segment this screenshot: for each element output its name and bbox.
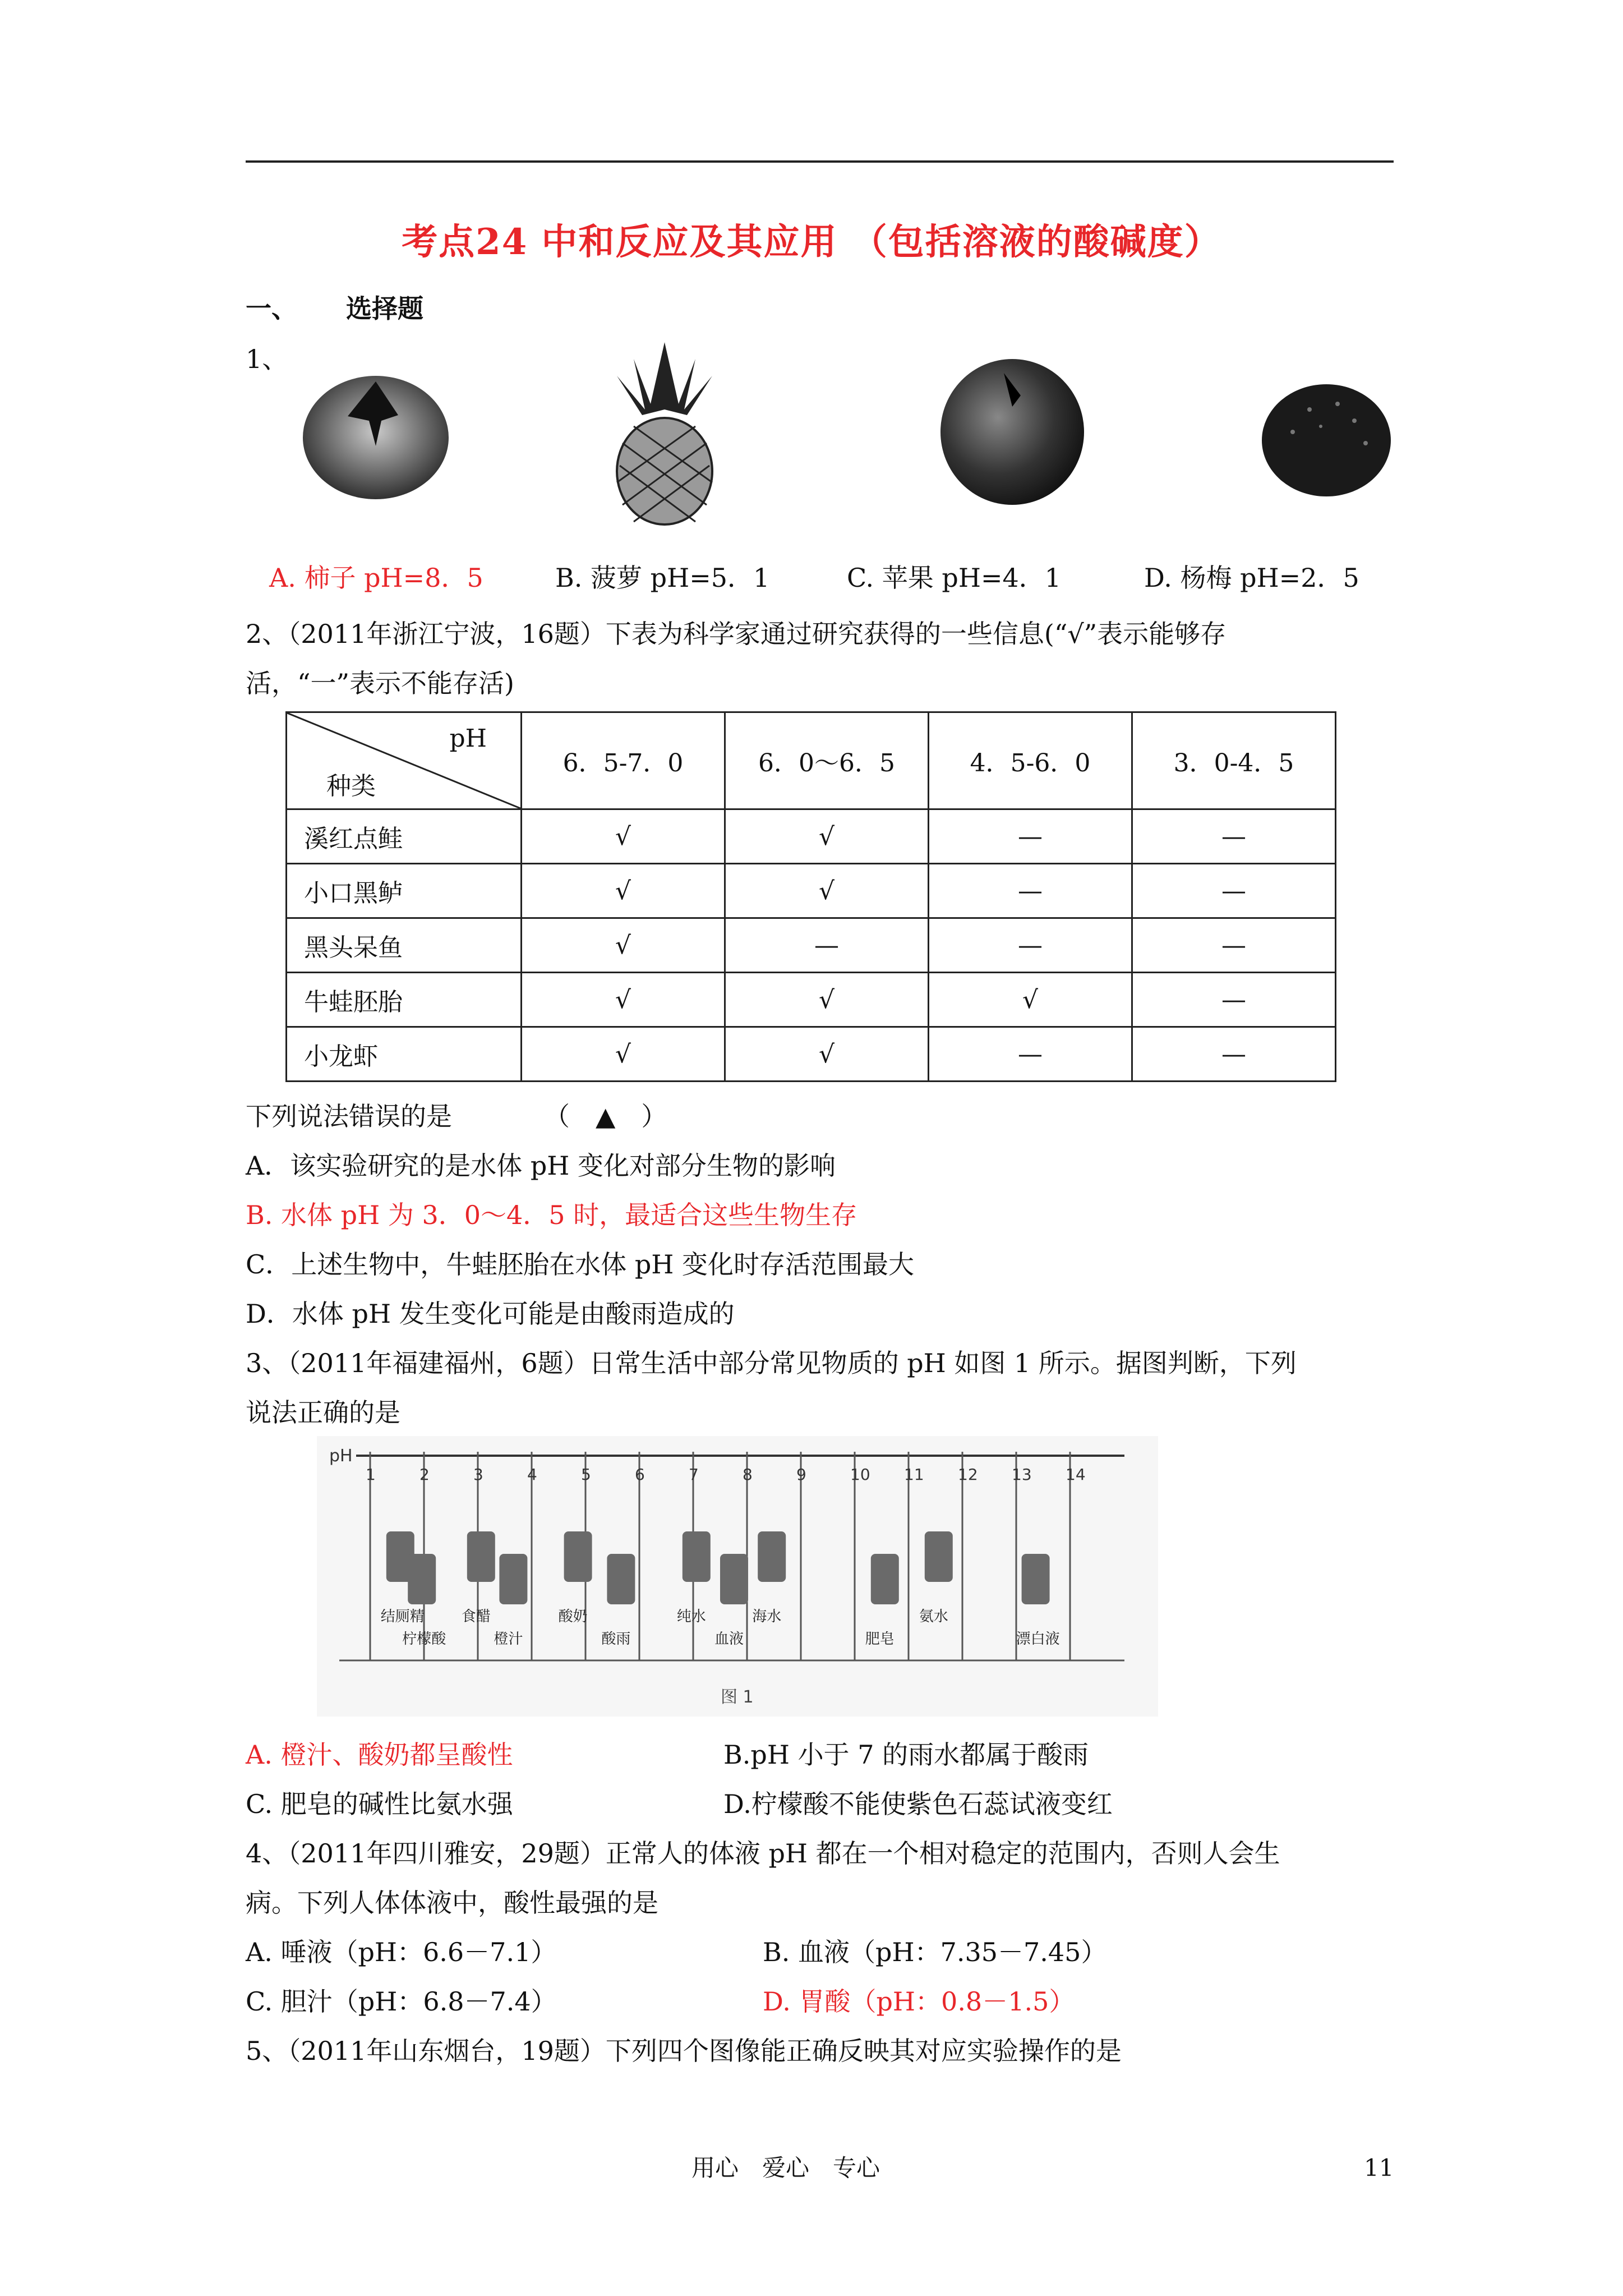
q4-stem-line2: 病。下列人体体液中，酸性最强的是: [246, 1888, 658, 1918]
ph-axis-label: pH: [329, 1446, 353, 1466]
ph-item-label: 氨水: [919, 1608, 948, 1625]
ph-item-icon: [683, 1531, 711, 1582]
table-cell: √: [522, 864, 725, 918]
ph-tick-label: 4: [527, 1465, 537, 1484]
table-column-header: 6．5-7．0: [522, 712, 725, 809]
table-cell: —: [1132, 809, 1336, 864]
page-title: 考点24 中和反应及其应用 （包括溶液的酸碱度）: [402, 221, 1221, 263]
table-cell: √: [522, 973, 725, 1027]
ph-item-label: 漂白液: [1016, 1631, 1060, 1648]
q3-option-d: D.柠檬酸不能使紫色石蕊试液变红: [723, 1789, 1113, 1819]
species-name: 牛蛙胚胎: [287, 973, 522, 1027]
q4-option-d: D. 胃酸（pH：0.8－1.5）: [763, 1986, 1075, 2017]
page-number: 11: [1364, 2154, 1394, 2182]
q1-option-d: D. 杨梅 pH=2．5: [1144, 563, 1359, 593]
q2-option-a: A．该实验研究的是水体 pH 变化对部分生物的影响: [246, 1151, 836, 1181]
table-cell: √: [725, 864, 929, 918]
ph-item-label: 橙汁: [494, 1631, 523, 1648]
table-cell: √: [725, 809, 929, 864]
table-cell: —: [929, 1027, 1132, 1082]
q4-option-c: C. 胆汁（pH：6.8－7.4）: [246, 1986, 557, 2017]
table-column-header: 4．5-6．0: [929, 712, 1132, 809]
ph-tick-label: 10: [850, 1465, 870, 1484]
ph-tick-label: 12: [958, 1465, 978, 1484]
q4-stem-line1: 4、（2011年四川雅安，29题）正常人的体液 pH 都在一个相对稳定的范围内，否则人会生: [246, 1838, 1280, 1869]
q2-option-d: D．水体 pH 发生变化可能是由酸雨造成的: [246, 1299, 735, 1329]
ph-item-icon: [758, 1531, 786, 1582]
table-header-species: 种类: [326, 772, 376, 800]
ph-tick-label: 14: [1066, 1465, 1086, 1484]
species-name: 小龙虾: [287, 1027, 522, 1082]
ph-item-label: 肥皂: [865, 1631, 895, 1648]
section-label: 选择题: [346, 293, 423, 324]
table-cell: √: [725, 1027, 929, 1082]
apple-icon: [937, 351, 1088, 508]
ph-item-icon: [1022, 1554, 1050, 1604]
ph-item-icon: [871, 1554, 899, 1604]
table-corner-cell: [287, 712, 522, 809]
q3-option-b: B.pH 小于 7 的雨水都属于酸雨: [723, 1740, 1089, 1770]
q4-option-b: B. 血液（pH：7.35－7.45）: [763, 1937, 1107, 1967]
ph-tick-label: 11: [904, 1465, 924, 1484]
table-column-header: 3．0-4．5: [1132, 712, 1336, 809]
q1-option-b: B. 菠萝 pH=5．1: [555, 563, 770, 593]
ph-item-icon: [925, 1531, 953, 1582]
ph-tick-label: 3: [473, 1465, 483, 1484]
q2-question: 下列说法错误的是: [246, 1101, 452, 1131]
table-cell: √: [522, 918, 725, 973]
table-row: [287, 864, 1336, 918]
ph-survival-table: [285, 711, 1336, 1082]
table-cell: —: [929, 918, 1132, 973]
q4-option-a: A. 唾液（pH：6.6－7.1）: [246, 1937, 557, 1967]
table-cell: √: [725, 973, 929, 1027]
q2-option-b: B. 水体 pH 为 3．0～4．5 时，最适合这些生物生存: [246, 1200, 857, 1230]
ph-tick-label: 13: [1012, 1465, 1032, 1484]
table-row: [287, 1027, 1336, 1082]
ph-tick-label: 8: [743, 1465, 753, 1484]
table-cell: √: [522, 809, 725, 864]
pineapple-icon: [600, 337, 729, 527]
q3-stem-line2: 说法正确的是: [246, 1397, 400, 1428]
table-cell: —: [1132, 864, 1336, 918]
figure-caption: 图 1: [721, 1687, 754, 1707]
ph-item-label: 海水: [752, 1608, 782, 1625]
table-row: [287, 918, 1336, 973]
ph-item-label: 结厕精: [380, 1608, 425, 1625]
ph-tick-label: 5: [581, 1465, 591, 1484]
q1-option-a: A. 柿子 pH=8．5: [269, 563, 483, 593]
ph-item-label: 纯水: [676, 1608, 706, 1625]
ph-item-icon: [499, 1554, 527, 1604]
q1-option-c: C. 苹果 pH=4．1: [847, 563, 1062, 593]
q2-answer-blank: （ ▲ ）: [544, 1101, 667, 1131]
ph-item-icon: [720, 1554, 748, 1604]
species-name: 小口黑鲈: [287, 864, 522, 918]
table-header-ph: pH: [449, 724, 487, 753]
ph-item-label: 柠檬酸: [402, 1631, 446, 1648]
q1-number: 1、: [246, 344, 288, 374]
ph-tick-label: 6: [635, 1465, 645, 1484]
ph-item-label: 酸奶: [558, 1608, 588, 1625]
table-cell: —: [1132, 973, 1336, 1027]
ph-item-icon: [564, 1531, 592, 1582]
q3-stem-line1: 3、（2011年福建福州，6题）日常生活中部分常见物质的 pH 如图 1 所示。据图判断，下列: [246, 1348, 1297, 1378]
ph-tick-label: 7: [689, 1465, 699, 1484]
table-cell: —: [1132, 918, 1336, 973]
section-number: 一、: [246, 293, 297, 324]
ph-item-icon: [467, 1531, 495, 1582]
header-rule: [246, 160, 1394, 163]
table-cell: —: [725, 918, 929, 973]
q2-stem-line1: 2、（2011年浙江宁波，16题）下表为科学家通过研究获得的一些信息(“√”表示能够存: [246, 619, 1227, 649]
table-row: [287, 809, 1336, 864]
footer-motto: 用心 爱心 专心: [691, 2154, 880, 2182]
q5-stem: 5、（2011年山东烟台，19题）下列四个图像能正确反映其对应实验操作的是: [246, 2036, 1122, 2066]
ph-item-icon: [408, 1554, 436, 1604]
species-name: 溪红点鲑: [287, 809, 522, 864]
ph-tick-label: 1: [366, 1465, 376, 1484]
table-cell: —: [929, 809, 1132, 864]
ph-item-label: 食醋: [461, 1608, 491, 1625]
ph-scale-figure: [317, 1436, 1158, 1717]
table-cell: —: [929, 864, 1132, 918]
table-cell: √: [929, 973, 1132, 1027]
persimmon-icon: [297, 353, 454, 505]
ph-tick-label: 9: [796, 1465, 806, 1484]
species-name: 黑头呆鱼: [287, 918, 522, 973]
q2-stem-line2: 活，“一”表示不能存活): [246, 668, 514, 698]
ph-item-label: 酸雨: [601, 1631, 631, 1648]
table-cell: √: [522, 1027, 725, 1082]
q2-option-c: C．上述生物中，牛蛙胚胎在水体 pH 变化时存活范围最大: [246, 1249, 915, 1280]
bayberry-icon: [1259, 381, 1394, 499]
ph-item-label: 血液: [714, 1631, 744, 1648]
ph-tick-label: 2: [419, 1465, 430, 1484]
q3-option-c: C. 肥皂的碱性比氨水强: [246, 1789, 513, 1819]
table-row: [287, 973, 1336, 1027]
q3-option-a: A. 橙汁、酸奶都呈酸性: [246, 1740, 513, 1770]
table-column-header: 6．0～6．5: [725, 712, 929, 809]
table-cell: —: [1132, 1027, 1336, 1082]
ph-item-icon: [607, 1554, 635, 1604]
